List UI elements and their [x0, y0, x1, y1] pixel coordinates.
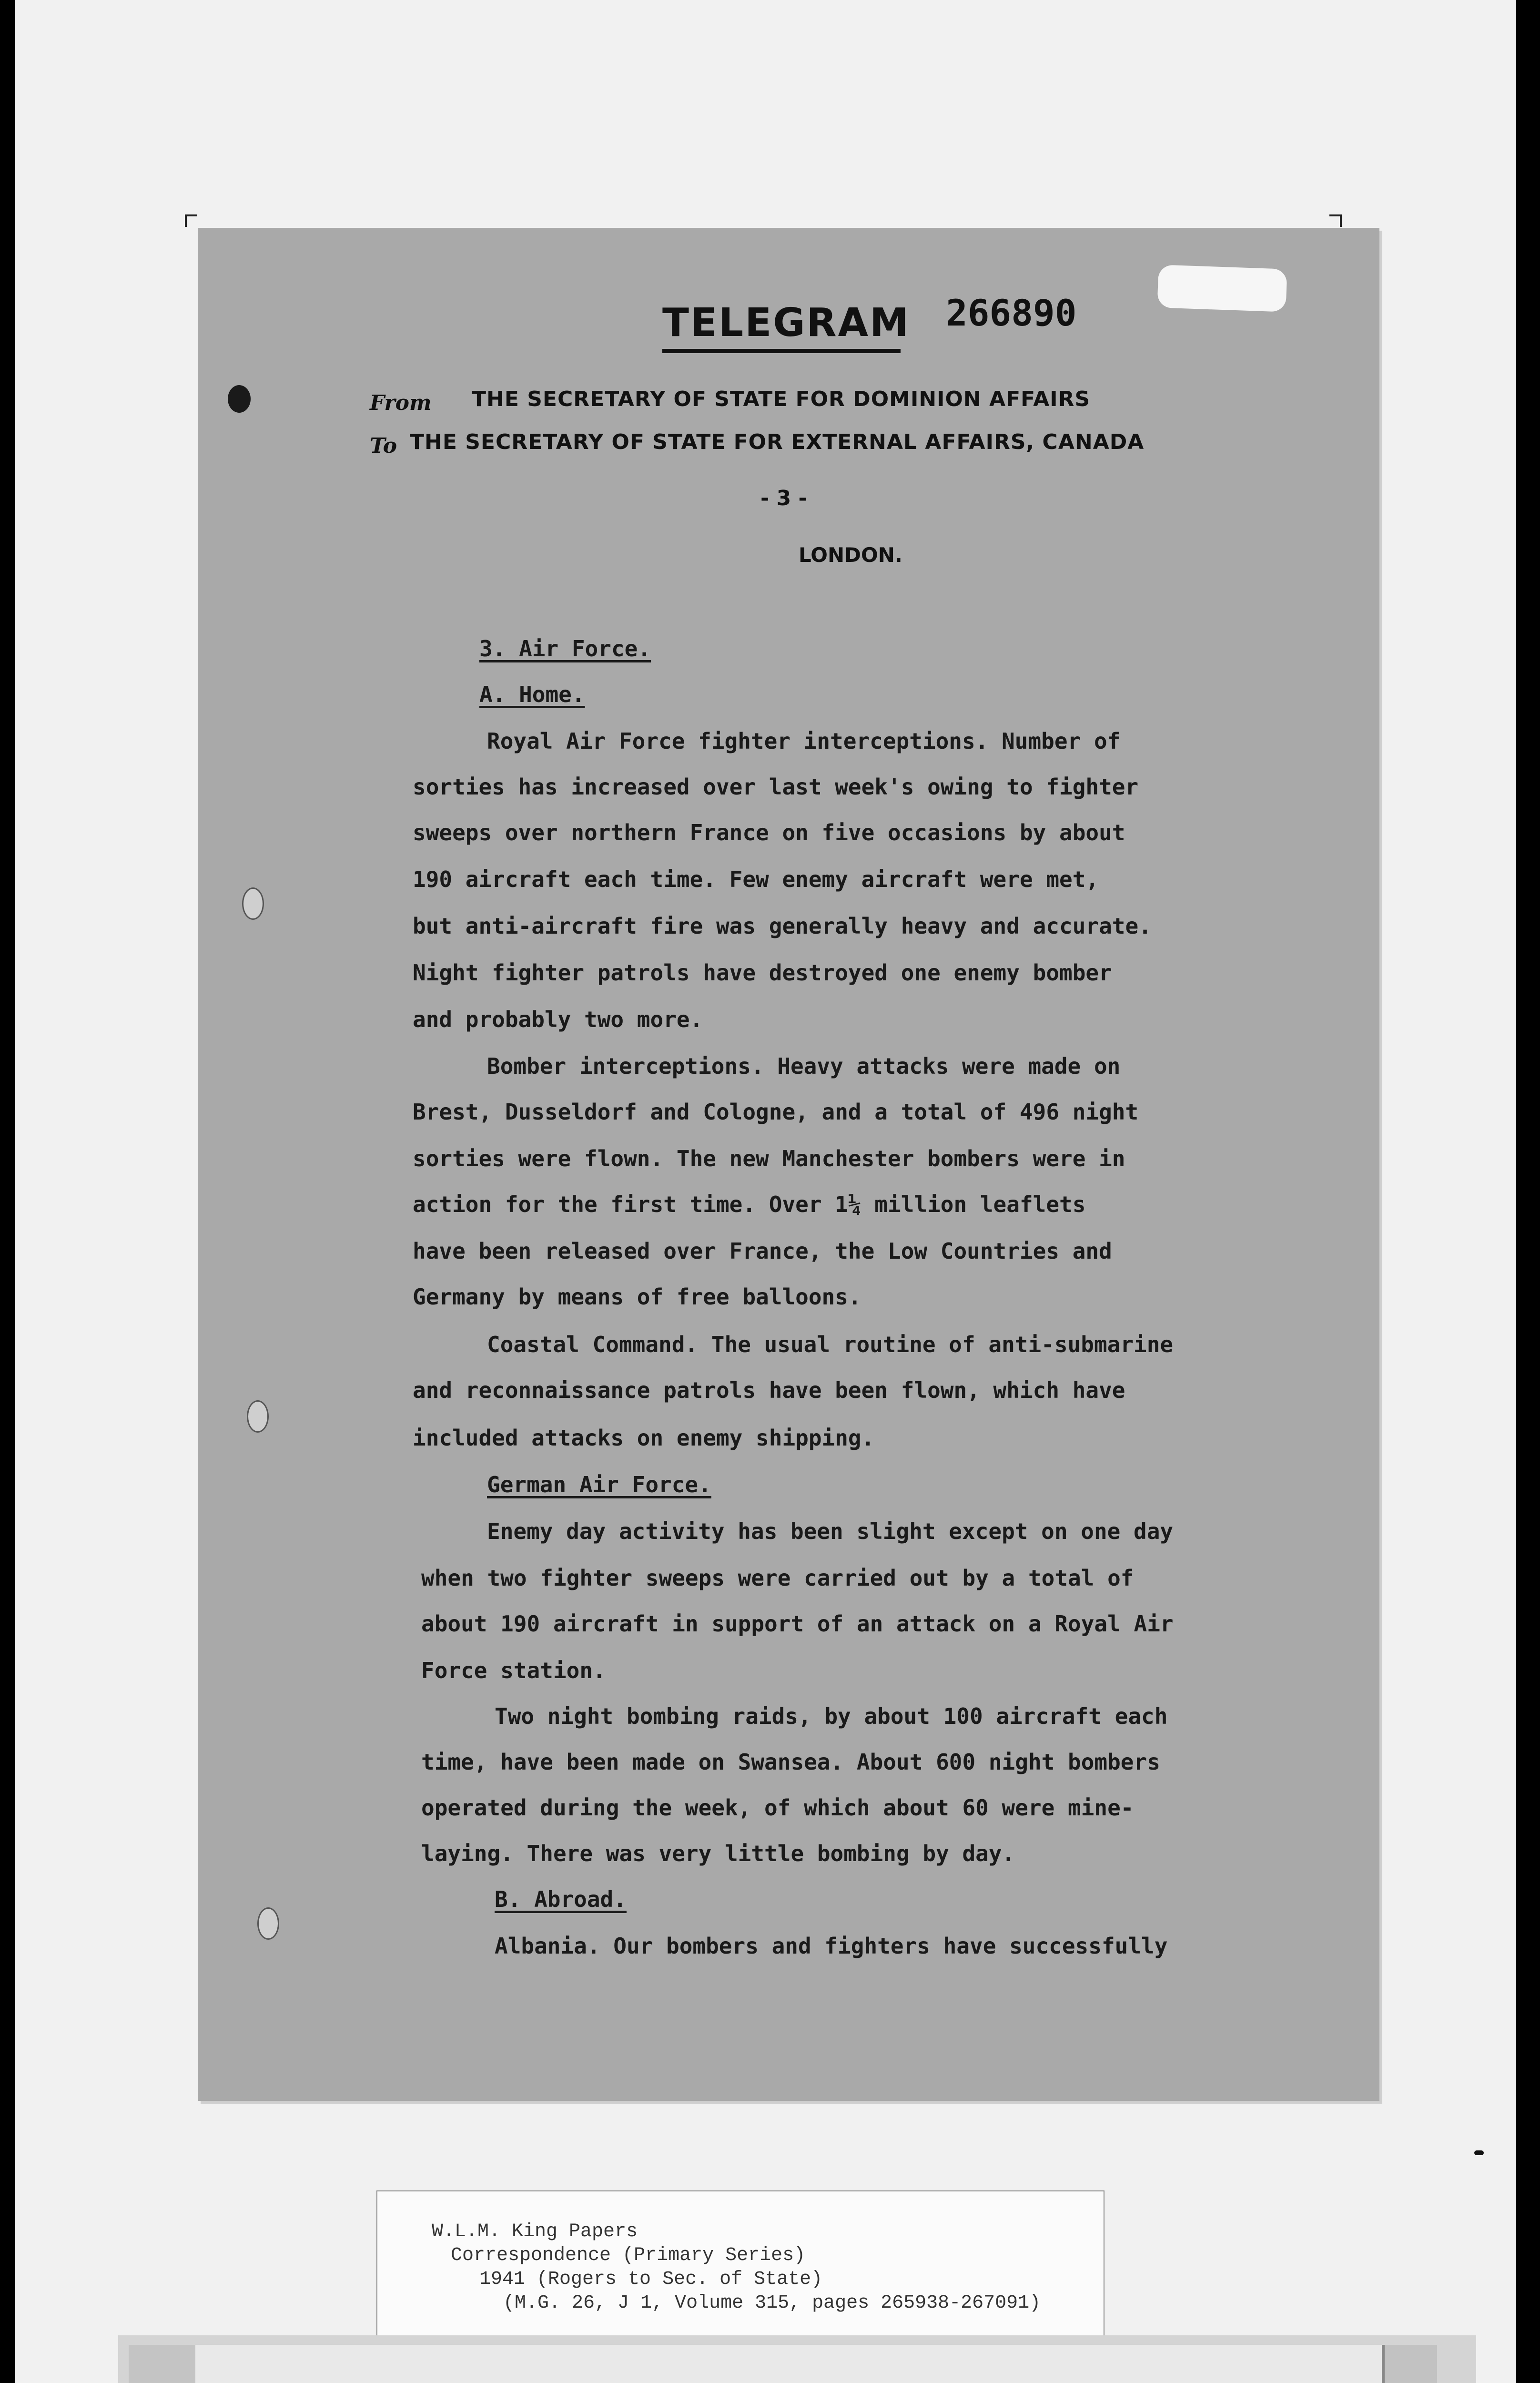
body-line: Force station. — [421, 1658, 606, 1683]
label-series: Correspondence (Primary Series) — [451, 2245, 806, 2266]
body-line: Bomber interceptions. Heavy attacks were made on — [487, 1053, 1121, 1079]
section-air-force: 3. Air Force. — [479, 636, 651, 662]
body-line: laying. There was very little bombing by day. — [421, 1841, 1015, 1866]
place-line: LONDON. — [799, 543, 902, 567]
from-text: THE SECRETARY OF STATE FOR DOMINION AFFAIRS — [472, 387, 1091, 411]
to-label: To — [370, 434, 397, 458]
board-edge-right — [1382, 2345, 1437, 2383]
body-line: Albania. Our bombers and fighters have successfully — [495, 1933, 1168, 1959]
subheading-abroad: B. Abroad. — [495, 1886, 627, 1912]
label-year: 1941 (Rogers to Sec. of State) — [479, 2269, 823, 2290]
punch-hole — [247, 1400, 269, 1433]
from-label: From — [370, 391, 432, 415]
body-line: Two night bombing raids, by about 100 aircraft each — [495, 1703, 1168, 1729]
punch-hole — [257, 1907, 279, 1940]
subheading-home: A. Home. — [479, 682, 585, 707]
body-line: 190 aircraft each time. Few enemy aircraft were met, — [413, 866, 1099, 892]
body-line: Germany by means of free balloons. — [413, 1284, 861, 1310]
telegram-title: TELEGRAM — [662, 300, 910, 346]
body-line: sweeps over northern France on five occasions by about — [413, 820, 1125, 845]
crop-mark-top-right — [1329, 214, 1342, 227]
body-line: time, have been made on Swansea. About 600 night bombers — [421, 1749, 1160, 1775]
label-reference: (M.G. 26, J 1, Volume 315, pages 265938-267091) — [503, 2292, 1041, 2314]
body-line: have been released over France, the Low Countries and — [413, 1238, 1112, 1264]
body-line: action for the first time. Over 1¼ million leaflets — [413, 1192, 1086, 1217]
page-marker: - 3 - — [760, 486, 807, 510]
body-line: but anti-aircraft fire was generally heavy and accurate. — [413, 913, 1152, 939]
body-line: Enemy day activity has been slight except on one day — [487, 1518, 1174, 1544]
body-line: about 190 aircraft in support of an attack on a Royal Air — [421, 1611, 1174, 1637]
tape-strip — [1157, 265, 1287, 312]
body-line: and probably two more. — [413, 1007, 703, 1032]
title-underline — [662, 349, 901, 353]
body-line: Night fighter patrols have destroyed one enemy bomber — [413, 960, 1112, 986]
body-line: Royal Air Force fighter interceptions. Number of — [487, 728, 1121, 754]
label-collection: W.L.M. King Papers — [432, 2221, 638, 2242]
ink-spot — [228, 385, 251, 413]
film-blemish — [1474, 2150, 1484, 2155]
section-heading — [479, 636, 651, 662]
archives-panel — [195, 2345, 1382, 2383]
body-line: sorties were flown. The new Manchester bombers were in — [413, 1146, 1125, 1171]
body-line: when two fighter sweeps were carried out by a total of — [421, 1565, 1134, 1591]
body-line: operated during the week, of which about 60 were mine- — [421, 1795, 1134, 1821]
collection-label-card — [376, 2190, 1104, 2345]
punch-hole — [242, 887, 264, 920]
body-line: and reconnaissance patrols have been flown, which have — [413, 1377, 1125, 1403]
to-text: THE SECRETARY OF STATE FOR EXTERNAL AFFAIRS, CANADA — [410, 430, 1145, 454]
subheading-german-air-force: German Air Force. — [487, 1472, 711, 1497]
body-line: Coastal Command. The usual routine of anti-submarine — [487, 1332, 1174, 1357]
board-edge-left — [129, 2345, 198, 2383]
body-line: sorties has increased over last week's owing to fighter — [413, 774, 1139, 800]
crop-mark-top-left — [185, 214, 197, 227]
body-line: included attacks on enemy shipping. — [413, 1425, 875, 1451]
telegram-number: 266890 — [946, 292, 1077, 334]
body-line: Brest, Dusseldorf and Cologne, and a total of 496 night — [413, 1099, 1139, 1125]
